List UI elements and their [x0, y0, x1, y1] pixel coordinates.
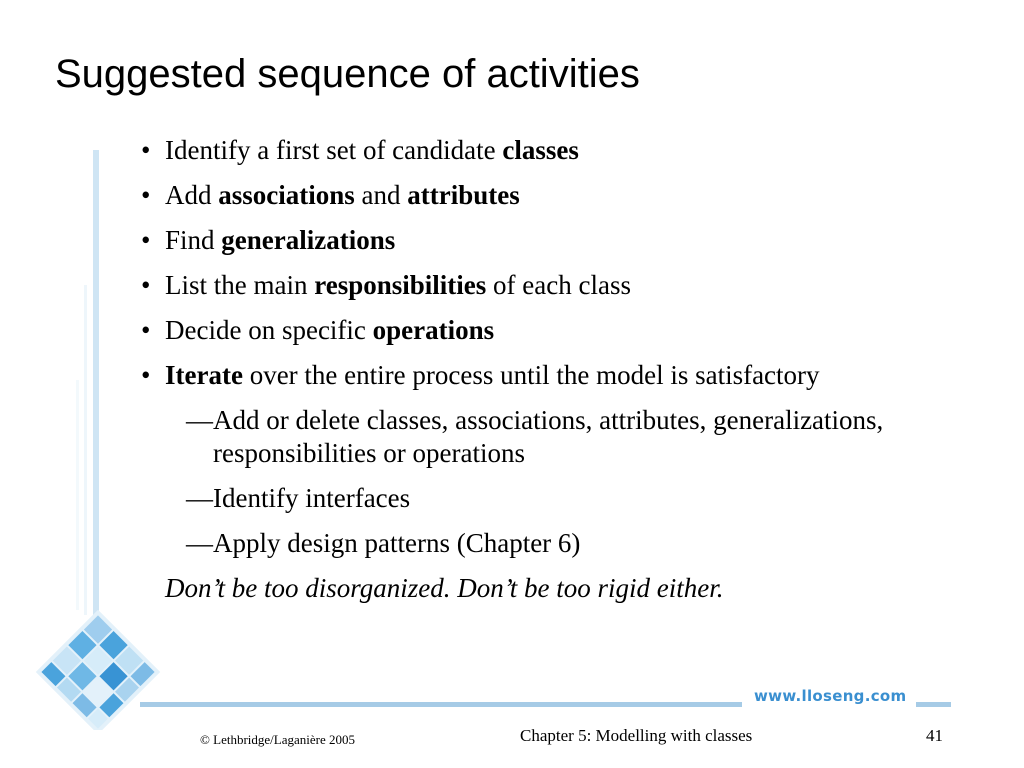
bullet-text: of each class: [486, 270, 631, 300]
bullet-item: [138, 314, 946, 347]
footer-chapter: Chapter 5: Modelling with classes: [520, 726, 753, 745]
bullet-icon: •: [141, 225, 151, 255]
bullet-icon: •: [141, 270, 151, 300]
italic-note: Don’t be too disorganized. Don’t be too rigid either.: [165, 573, 724, 603]
lloseng-logo-icon: [28, 610, 168, 730]
bullet-keyword: responsibilities: [314, 270, 487, 300]
page-number: 41: [926, 726, 943, 745]
bullet-text: over the entire process until the model is satisfactory: [242, 360, 820, 390]
bullet-keyword: classes: [502, 135, 579, 165]
bullet-keyword: attributes: [407, 180, 520, 210]
bullet-keyword: Iterate: [165, 360, 243, 390]
bullet-icon: •: [141, 315, 151, 345]
sub-bullet-item: —Apply design patterns (Chapter 6): [186, 528, 581, 558]
bullet-text: Identify a first set of candidate: [165, 135, 503, 165]
slide-title: Suggested sequence of activities: [55, 52, 640, 96]
bullet-keyword: operations: [372, 315, 495, 345]
decorative-vertical-line-faint: [76, 380, 79, 610]
bullet-text: Find: [165, 225, 222, 255]
bullet-item: [138, 224, 946, 257]
bullet-icon: •: [141, 360, 151, 390]
bullet-item: [138, 269, 946, 302]
lloseng-url: www.lloseng.com: [754, 687, 907, 705]
sub-bullet-item: —Identify interfaces: [186, 483, 411, 513]
footer-brand-bar: [140, 702, 742, 707]
bullet-text: Decide on specific: [165, 315, 373, 345]
decorative-vertical-line: [93, 150, 99, 690]
decorative-vertical-line-faint: [84, 285, 87, 615]
footer-copyright: © Lethbridge/Laganière 2005: [200, 732, 355, 747]
slide-body: [138, 134, 946, 605]
bullet-text: List the main: [165, 270, 315, 300]
footer-brand-bar-end: [916, 702, 951, 707]
bullet-icon: •: [141, 135, 151, 165]
bullet-text: and: [354, 180, 408, 210]
sub-bullet-item: —Add or delete classes, associations, attributes, generalizations, responsibilities or operations: [186, 405, 884, 468]
bullet-keyword: associations: [218, 180, 355, 210]
bullet-keyword: generalizations: [221, 225, 396, 255]
bullet-item: [138, 359, 946, 392]
bullet-item: [138, 179, 946, 212]
bullet-item: [138, 134, 946, 167]
bullet-icon: •: [141, 180, 151, 210]
bullet-text: Add: [165, 180, 219, 210]
